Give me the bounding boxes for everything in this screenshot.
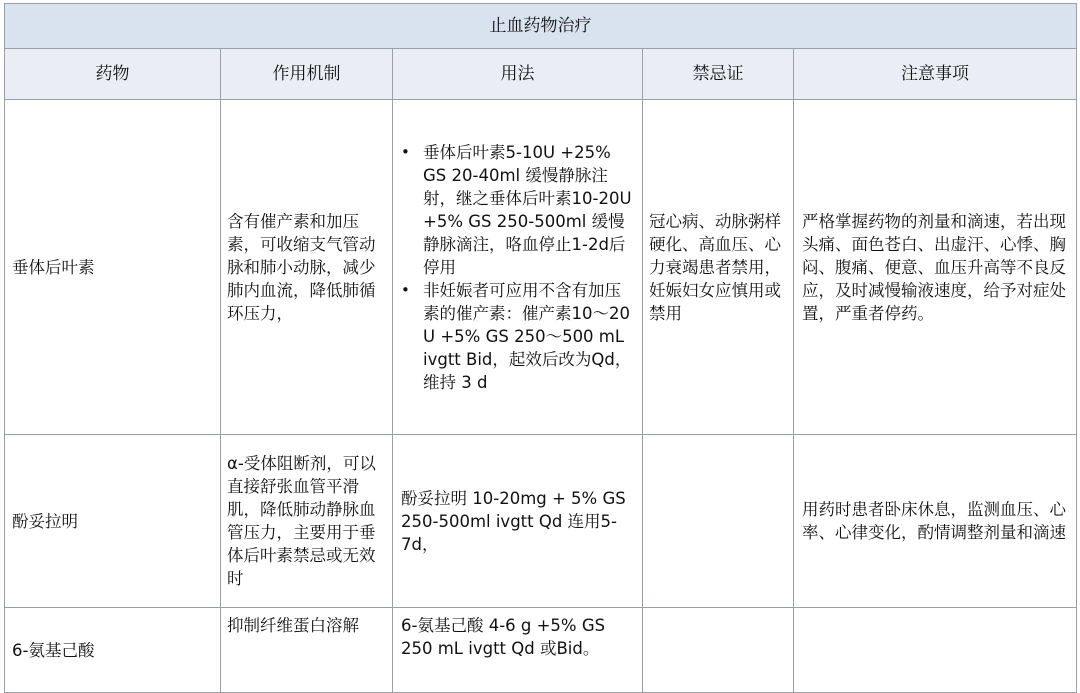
mechanism-text: 含有催产素和加压素，可收缩支气管动脉和肺小动脉，减少肺内血流，降低肺循环压力， [227,211,376,323]
notes-cell [794,608,1077,693]
mechanism-cell [221,435,393,608]
notes-cell [794,100,1077,435]
header-usage: 用法 [393,49,643,100]
header-notes: 注意事项 [794,49,1077,100]
notes-text: 严格掌握药物的剂量和滴速，若出现头痛、面色苍白、出虚汗、心悸、胸闷、腹痛、便意、血压升高等不良反应，及时减慢输液速度，给予对症处置，严重者停药。 [802,211,1066,323]
mechanism-text: α-受体阻断剂，可以直接舒张血管平滑肌，降低肺动静脉血管压力，主要用于垂体后叶素禁忌或无效时 [227,454,376,588]
drug-name-cell [5,608,221,693]
contraindications-text: 冠心病、动脉粥样硬化、高血压、心力衰竭患者禁用，妊娠妇女应慎用或禁用 [649,211,781,323]
drug-name-cell [5,435,221,608]
usage-cell [393,435,643,608]
table-row [5,435,1077,608]
drug-name: 酚妥拉明 [12,511,78,531]
contraindications-cell [643,100,794,435]
table-title-row [5,4,1077,49]
mechanism-text: 抑制纤维蛋白溶解 [227,616,359,635]
usage-cell [393,608,643,693]
table-header-row [5,49,1077,100]
drug-name: 6-氨基己酸 [12,640,95,660]
contraindications-cell [643,435,794,608]
table-title: 止血药物治疗 [5,4,1077,49]
notes-text: 用药时患者卧床休息，监测血压、心率、心律变化，酌情调整剂量和滴速 [802,500,1066,542]
mechanism-cell [221,608,393,693]
contraindications-cell [643,608,794,693]
table-row [5,100,1077,435]
header-drug: 药物 [5,49,221,100]
header-mechanism: 作用机制 [221,49,393,100]
usage-text: 6-氨基己酸 4-6 g +5% GS 250 mL ivgtt Qd 或Bid。 [401,616,606,658]
usage-list [401,141,636,394]
hemostatic-drug-table [4,3,1077,693]
usage-list-item: • 非妊娠者可应用不含有加压素的催产素：催产素10～20 U +5% GS 250～500 mL ivgtt Bid，起效后改为Qd，维持 3 d [423,279,636,394]
drug-name-cell [5,100,221,435]
usage-text: 酚妥拉明 10-20mg + 5% GS 250-500ml ivgtt Qd 连用5-7d， [401,488,626,554]
usage-list-item: • 垂体后叶素5-10U +25% GS 20-40ml 缓慢静脉注射，继之垂体后叶素10-20U +5% GS 250-500ml 缓慢静脉滴注，咯血停止1-2d后停用 [423,141,636,279]
mechanism-cell [221,100,393,435]
notes-cell [794,435,1077,608]
table-row [5,608,1077,693]
drug-name: 垂体后叶素 [12,257,95,277]
usage-cell [393,100,643,435]
header-contraindications: 禁忌证 [643,49,794,100]
